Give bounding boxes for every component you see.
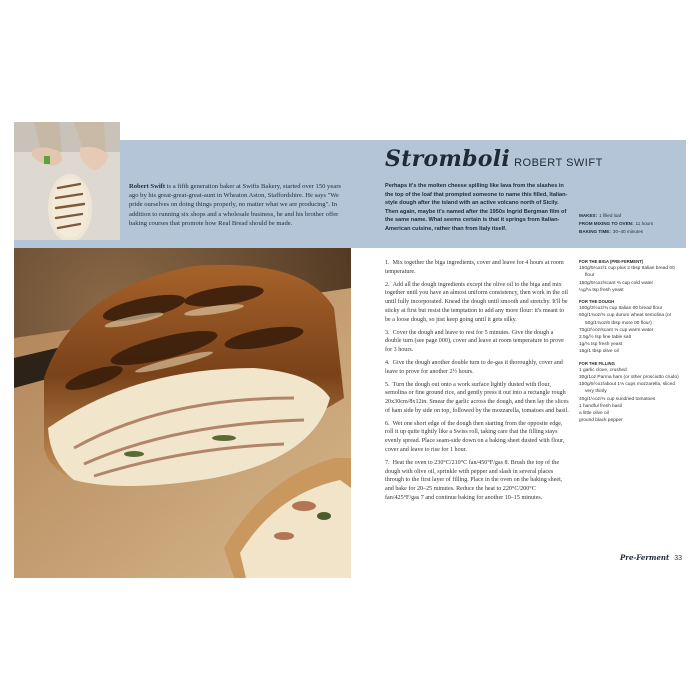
meta-key: BAKING TIME: (579, 229, 611, 234)
ingredient-item: 70g/2½oz/scant ⅓ cup warm water (579, 327, 654, 333)
meta-value: 30–40 minutes (612, 229, 644, 234)
ingredient-heading: FOR THE DOUGH (579, 299, 615, 305)
baker-bio-text: is a fifth generation baker at Swifts Bakery, started over 150 years ago by his great-great-great-aunt in Wheaton Aston, Staffordshire. He says "We pride ourselves on doing things properly, no matter what we are producing". In addition to running six shops and a wholesale business, he and his brother offer baking courses that promote how Real Bread should be made. (129, 183, 341, 227)
method-step: 3. Cover the dough and leave to rest for 5 minutes. Give the dough a double turn (see page 000), cover and leave at room temperature to prove for 3 hours. (385, 329, 564, 353)
ingredient-item: 1g/⅛ tsp fresh yeast (579, 342, 623, 348)
method-step: 6. Wet one short edge of the dough then starting from the opposite edge, roll it up quite tightly like a Swiss roll, taking care that the filling stays evenly spread. Place seam-side down on a baking sheet dusted with flour, cover and leave to rise for 1 hour. (385, 420, 565, 453)
baker-bio (129, 182, 341, 228)
ingredient-item: 50g/1¾oz/⅓ cup durum wheat semolina (or 50g/1¾oz/6 tbsp more 00 flour) (579, 313, 672, 326)
method-step: 7. Heat the oven to 230°C/210°C fan/450°F/gas 8. Brush the top of the dough with olive oil, sprinkle with pepper and slash in several places through to the first layer of filling. Place in the oven on the baking sheet, and bake for 20–25 minutes. Reduce the heat to 220°C/200°C fan/425°F/gas 7 and continue baking for another 10–15 minutes. (385, 459, 563, 501)
recipe-author: ROBERT SWIFT (514, 157, 603, 169)
recipe-meta (579, 212, 684, 236)
method-step: 2. Add all the dough ingredients except the olive oil to the biga and mix together until you have an almost uniform consistency, then work in the oil until fully incorporated. Knead the dough until smooth and stretchy. It'll be sticky at first but resist the temptation to add any more flour: it's meant to be a loose dough, so just keep going until it gets silky. (385, 281, 568, 323)
ingredient-item: a little olive oil (579, 411, 609, 417)
baker-shaping-photo (14, 122, 120, 240)
ingredient-item: 1 garlic clove, crushed (579, 367, 627, 373)
ingredient-heading: FOR THE BIGA (PRE-FERMENT) (579, 259, 644, 264)
meta-key: MAKES: (579, 213, 598, 218)
ingredient-item: 15g/1 tbsp olive oil (579, 349, 619, 355)
meta-makes (579, 212, 684, 220)
method-steps (385, 259, 571, 507)
section-name: Pre-Ferment (620, 553, 670, 562)
ingredient-item: ground black pepper (579, 418, 623, 424)
ingredient-item: 150g/5½oz/about 1⅓ cups mozzarella, sliced very thinly (579, 382, 675, 395)
method-step: 5. Turn the dough out onto a work surface lightly dusted with flour, semolina or fine ground rice, and gently press it out into a rectangle rough 20x30cm/8x12in. Smear the garlic across the dough, and then lay the slices of ham side by side on top, followed by the mozzarella, tomatoes and basil. (385, 381, 569, 414)
meta-value: 1 filled loaf (599, 213, 622, 218)
ingredient-item: 100g/3½oz/¾ cup Italian 00 bread flour (579, 306, 663, 312)
ingredient-item: 1 handful fresh basil (579, 403, 622, 409)
ingredient-item: 40g/1½oz/⅓ cup sundried tomatoes (579, 396, 656, 402)
recipe-heading (385, 146, 603, 172)
meta-value: 11 hours (635, 221, 654, 226)
meta-mixing-to-oven (579, 220, 684, 228)
ingredient-item: 30g/1oz Parma ham (or other prosciutto crudo) (579, 375, 679, 381)
ingredient-item: ¼g/⅛ tsp fresh yeast (579, 287, 624, 293)
baker-name: Robert Swift (129, 183, 166, 190)
ingredient-heading: FOR THE FILLING (579, 360, 615, 366)
ingredient-item: 2.5g/½ tsp fine table salt (579, 335, 631, 341)
page-number: 33 (674, 555, 683, 562)
recipe-intro: Perhaps it's the molten cheese spilling like lava from the slashes in the top of the loaf that prompted someone to name this filled, Italian-style dough after the island with an active volcano north of Sicily. Then again, maybe it's named after the 1950s Ingrid Bergman film of the same name. What seems certain is that it springs from Italian-American cuisine, rather than from Italy itself. (385, 183, 568, 232)
page-footer (620, 553, 682, 562)
recipe-title: Stromboli (385, 146, 511, 172)
meta-baking-time (579, 228, 684, 236)
ingredient-item: 150g/5¼oz/scant ⅔ cup cold water (579, 280, 654, 286)
stromboli-photo (14, 248, 351, 578)
ingredient-list (579, 258, 685, 424)
method-step: 4. Give the dough another double turn to de-gas it thoroughly, cover and leave to prove for another 2½ hours. (385, 359, 563, 375)
method-step: 1. Mix together the biga ingredients, cover and leave for 4 hours at room temperature. (385, 260, 564, 275)
meta-key: FROM MIXING TO OVEN: (579, 221, 634, 226)
ingredient-item: 150g/5¼oz/1 cup plus 2 tbsp Italian bread 00 flour (579, 266, 675, 279)
